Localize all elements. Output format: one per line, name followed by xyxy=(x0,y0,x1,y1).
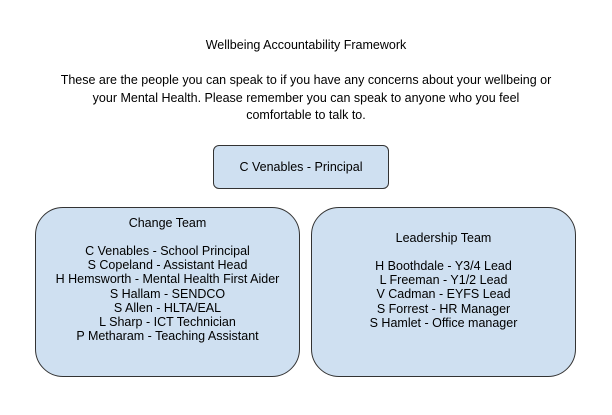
leadership-team-members xyxy=(312,259,575,330)
intro-line: comfortable to talk to. xyxy=(246,108,366,122)
change-team-title: Change Team xyxy=(128,216,207,230)
intro-line: your Mental Health. Please remember you can speak to anyone who you feel xyxy=(92,90,520,105)
change-team-member: L Sharp - ICT Technician xyxy=(99,315,236,330)
principal-box xyxy=(213,145,389,189)
leadership-team-box xyxy=(311,207,576,377)
change-team-member: S Copeland - Assistant Head xyxy=(87,258,248,273)
leadership-team-member: S Forrest - HR Manager xyxy=(376,301,511,316)
change-team-member: P Metharam - Teaching Assistant xyxy=(76,329,259,344)
leadership-team-member: L Freeman - Y1/2 Lead xyxy=(379,273,508,288)
change-team-box xyxy=(35,207,300,377)
diagram-title: Wellbeing Accountability Framework xyxy=(205,38,407,52)
leadership-team-title: Leadership Team xyxy=(395,231,492,245)
change-team-member: C Venables - School Principal xyxy=(85,244,250,258)
change-team-member: H Hemsworth - Mental Health First Aider xyxy=(55,272,280,287)
change-team-member: S Allen - HLTA/EAL xyxy=(113,300,222,315)
intro-text xyxy=(30,72,582,125)
change-team-members xyxy=(36,244,299,343)
leadership-team-member: V Cadman - EYFS Lead xyxy=(376,287,511,302)
change-team-member: S Hallam - SENDCO xyxy=(109,286,226,301)
leadership-team-member: H Boothdale - Y3/4 Lead xyxy=(375,259,512,273)
principal-label: C Venables - Principal xyxy=(239,160,363,174)
leadership-team-member: S Hamlet - Office manager xyxy=(369,315,518,330)
intro-line: These are the people you can speak to if you have any concerns about your wellbeing or xyxy=(60,73,552,87)
